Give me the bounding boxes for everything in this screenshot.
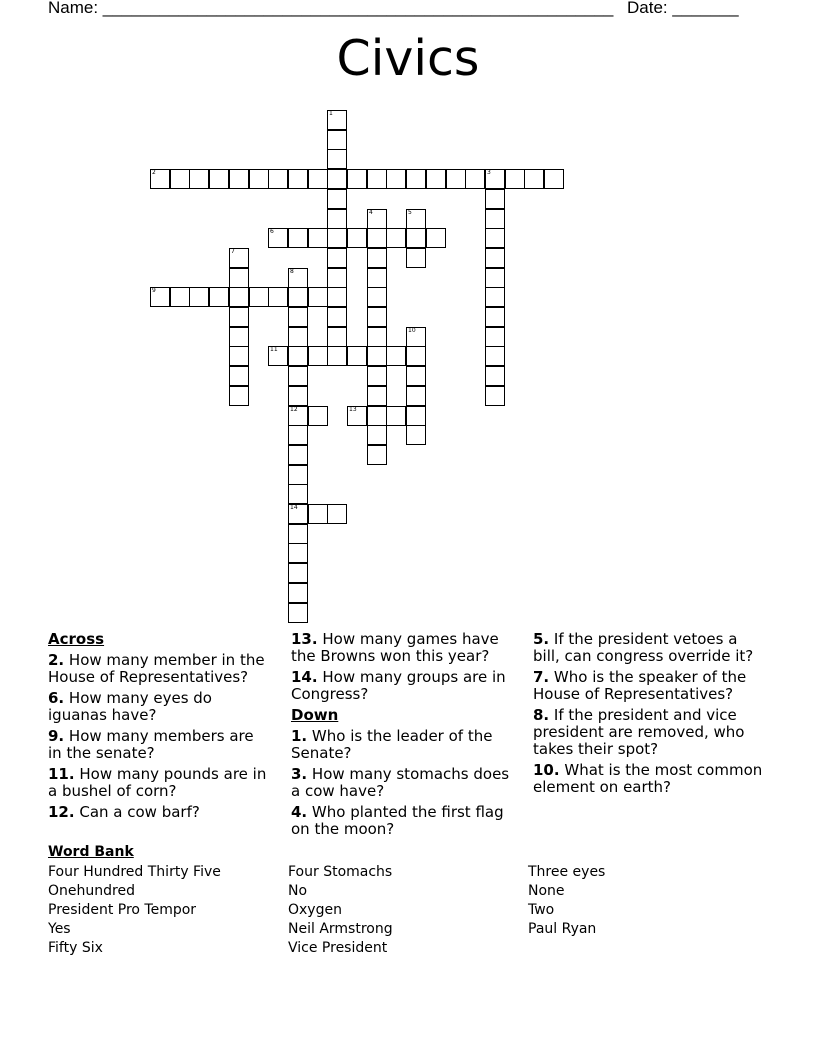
crossword-cell[interactable] [367,425,387,445]
crossword-cell[interactable] [288,425,308,445]
word-bank-column-3 [528,863,605,939]
crossword-cell[interactable] [327,130,347,150]
crossword-cell[interactable] [347,169,367,189]
crossword-cell[interactable] [288,327,308,347]
crossword-cell[interactable] [544,169,564,189]
clue-down-5: 5. If the president vetoes a bill, can congress override it? [533,630,754,665]
crossword-cell[interactable] [170,287,190,307]
word-bank-item: None [528,883,565,899]
crossword-cell[interactable] [327,504,347,524]
clue-number: 8 [290,268,294,275]
crossword-cell[interactable] [308,346,328,366]
clue-number: 10 [408,327,416,334]
crossword-cell[interactable] [288,346,308,366]
crossword-cell[interactable] [288,228,308,248]
word-bank-item: Vice President [288,940,388,956]
crossword-cell[interactable] [327,248,347,268]
crossword-cell[interactable] [249,169,269,189]
word-bank-item: Four Stomachs [288,864,393,880]
date-field-label: Date: _______ [627,0,739,17]
crossword-cell[interactable] [288,524,308,544]
crossword-cell[interactable] [288,386,308,406]
crossword-cell[interactable] [288,366,308,386]
crossword-cell[interactable] [485,327,505,347]
clue-number: 4 [369,209,373,216]
crossword-cell[interactable] [268,228,288,248]
crossword-cell[interactable] [347,228,367,248]
crossword-cell[interactable] [150,287,170,307]
word-bank-item: Two [528,902,555,918]
crossword-cell[interactable] [288,406,308,426]
clue-across-9: 9. How many members are in the senate? [48,727,254,762]
clue-number: 13 [349,406,357,413]
crossword-cell[interactable] [209,169,229,189]
crossword-cell[interactable] [308,169,328,189]
name-field-label: Name: ______________________________________________________ [48,0,614,17]
crossword-cell[interactable] [367,287,387,307]
crossword-cell[interactable] [386,406,406,426]
word-bank-item: Three eyes [528,864,606,880]
clue-down-1: 1. Who is the leader of the Senate? [291,727,493,762]
clue-down-10: 10. What is the most common element on earth? [533,761,763,796]
clue-down-8: 8. If the president and vice president are removed, who takes their spot? [533,706,745,758]
crossword-cell[interactable] [406,406,426,426]
crossword-cell[interactable] [327,327,347,347]
word-bank-column-2 [288,863,393,958]
crossword-cell[interactable] [170,169,190,189]
down-heading: Down [291,706,339,724]
crossword-cell[interactable] [327,346,347,366]
crossword-cell[interactable] [446,169,466,189]
clue-across-11: 11. How many pounds are in a bushel of corn? [48,765,267,800]
crossword-cell[interactable] [308,504,328,524]
crossword-cell[interactable] [189,287,209,307]
crossword-cell[interactable] [229,327,249,347]
crossword-cell[interactable] [288,543,308,563]
crossword-cell[interactable] [189,169,209,189]
clue-number: 1 [329,110,333,117]
crossword-cell[interactable] [367,169,387,189]
clue-number: 12 [290,406,298,413]
crossword-cell[interactable] [308,406,328,426]
crossword-cell[interactable] [485,209,505,229]
clue-number: 2 [152,169,156,176]
clue-across-6: 6. How many eyes do iguanas have? [48,689,212,724]
crossword-cell[interactable] [229,346,249,366]
crossword-cell[interactable] [288,603,308,623]
crossword-cell[interactable] [367,228,387,248]
clue-number: 5 [408,209,412,216]
crossword-cell[interactable] [406,248,426,268]
crossword-cell[interactable] [367,406,387,426]
crossword-cell[interactable] [308,228,328,248]
crossword-cell[interactable] [288,465,308,485]
crossword-cell[interactable] [347,406,367,426]
crossword-cell[interactable] [485,287,505,307]
crossword-cell[interactable] [288,169,308,189]
crossword-cell[interactable] [485,307,505,327]
crossword-cell[interactable] [327,110,347,130]
crossword-cell[interactable] [229,268,249,288]
crossword-cell[interactable] [229,169,249,189]
crossword-cell[interactable] [288,268,308,288]
crossword-cell[interactable] [406,386,426,406]
clue-across-2: 2. How many member in the House of Representatives? [48,651,265,686]
crossword-cell[interactable] [406,366,426,386]
crossword-cell[interactable] [327,189,347,209]
crossword-cell[interactable] [327,268,347,288]
crossword-cell[interactable] [485,169,505,189]
word-bank-item: Onehundred [48,883,135,899]
crossword-cell[interactable] [150,169,170,189]
crossword-cell[interactable] [367,366,387,386]
crossword-cell[interactable] [308,287,328,307]
crossword-cell[interactable] [229,248,249,268]
crossword-cell[interactable] [327,209,347,229]
clue-number: 14 [290,504,298,511]
crossword-cell[interactable] [367,386,387,406]
crossword-cell[interactable] [386,169,406,189]
clue-column-3 [533,631,765,800]
crossword-cell[interactable] [485,228,505,248]
word-bank-item: Fifty Six [48,940,103,956]
clue-column-1 [48,631,270,825]
crossword-cell[interactable] [327,149,347,169]
clue-number: 9 [152,287,156,294]
clue-down-4: 4. Who planted the first flag on the moon? [291,803,504,838]
crossword-cell[interactable] [229,386,249,406]
crossword-cell[interactable] [268,287,288,307]
crossword-cell[interactable] [229,366,249,386]
crossword-cell[interactable] [367,248,387,268]
crossword-cell[interactable] [406,327,426,347]
across-heading: Across [48,630,105,648]
word-bank-item: President Pro Tempor [48,902,197,918]
crossword-cell[interactable] [327,287,347,307]
clue-down-7: 7. Who is the speaker of the House of Representatives? [533,668,747,703]
crossword-cell[interactable] [288,445,308,465]
clue-number: 6 [270,228,274,235]
crossword-cell[interactable] [249,287,269,307]
clue-number: 11 [270,346,278,353]
word-bank-title: Word Bank [48,844,134,860]
crossword-cell[interactable] [485,248,505,268]
crossword-cell[interactable] [268,169,288,189]
crossword-cell[interactable] [367,209,387,229]
crossword-cell[interactable] [426,228,446,248]
crossword-cell[interactable] [347,346,367,366]
word-bank-item: Neil Armstrong [288,921,393,937]
crossword-cell[interactable] [485,268,505,288]
clue-across-13: 13. How many games have the Browns won this year? [291,630,499,665]
crossword-cell[interactable] [288,583,308,603]
crossword-cell[interactable] [524,169,544,189]
crossword-cell[interactable] [485,366,505,386]
crossword-cell[interactable] [485,386,505,406]
crossword-cell[interactable] [288,307,308,327]
crossword-cell[interactable] [386,228,406,248]
crossword-cell[interactable] [406,346,426,366]
crossword-cell[interactable] [406,425,426,445]
crossword-cell[interactable] [406,209,426,229]
clue-number: 7 [231,248,235,255]
word-bank-item: Paul Ryan [528,921,597,937]
crossword-cell[interactable] [288,563,308,583]
crossword-cell[interactable] [288,504,308,524]
word-bank-item: Four Hundred Thirty Five [48,864,221,880]
crossword-cell[interactable] [268,346,288,366]
crossword-cell[interactable] [406,228,426,248]
crossword-cell[interactable] [327,169,347,189]
clue-across-14: 14. How many groups are in Congress? [291,668,506,703]
page-title: Civics [336,30,480,87]
crossword-cell[interactable] [209,287,229,307]
word-bank-item: No [288,883,308,899]
crossword-cell[interactable] [367,307,387,327]
crossword-cell[interactable] [229,307,249,327]
crossword-cell[interactable] [327,228,347,248]
word-bank-column-1 [48,863,221,958]
crossword-cell[interactable] [367,327,387,347]
crossword-cell[interactable] [386,346,406,366]
crossword-cell[interactable] [367,445,387,465]
crossword-cell[interactable] [485,346,505,366]
word-bank-item: Oxygen [288,902,342,918]
crossword-cell[interactable] [406,169,426,189]
crossword-cell[interactable] [505,169,525,189]
clue-column-2 [291,631,513,842]
clue-across-12: 12. Can a cow barf? [48,803,200,821]
crossword-cell[interactable] [465,169,485,189]
clue-down-3: 3. How many stomachs does a cow have? [291,765,510,800]
crossword-cell[interactable] [485,189,505,209]
crossword-cell[interactable] [367,346,387,366]
crossword-cell[interactable] [426,169,446,189]
crossword-cell[interactable] [288,484,308,504]
word-bank-item: Yes [48,921,71,937]
crossword-cell[interactable] [288,287,308,307]
crossword-cell[interactable] [367,268,387,288]
crossword-cell[interactable] [229,287,249,307]
clue-number: 3 [487,169,491,176]
crossword-cell[interactable] [327,307,347,327]
